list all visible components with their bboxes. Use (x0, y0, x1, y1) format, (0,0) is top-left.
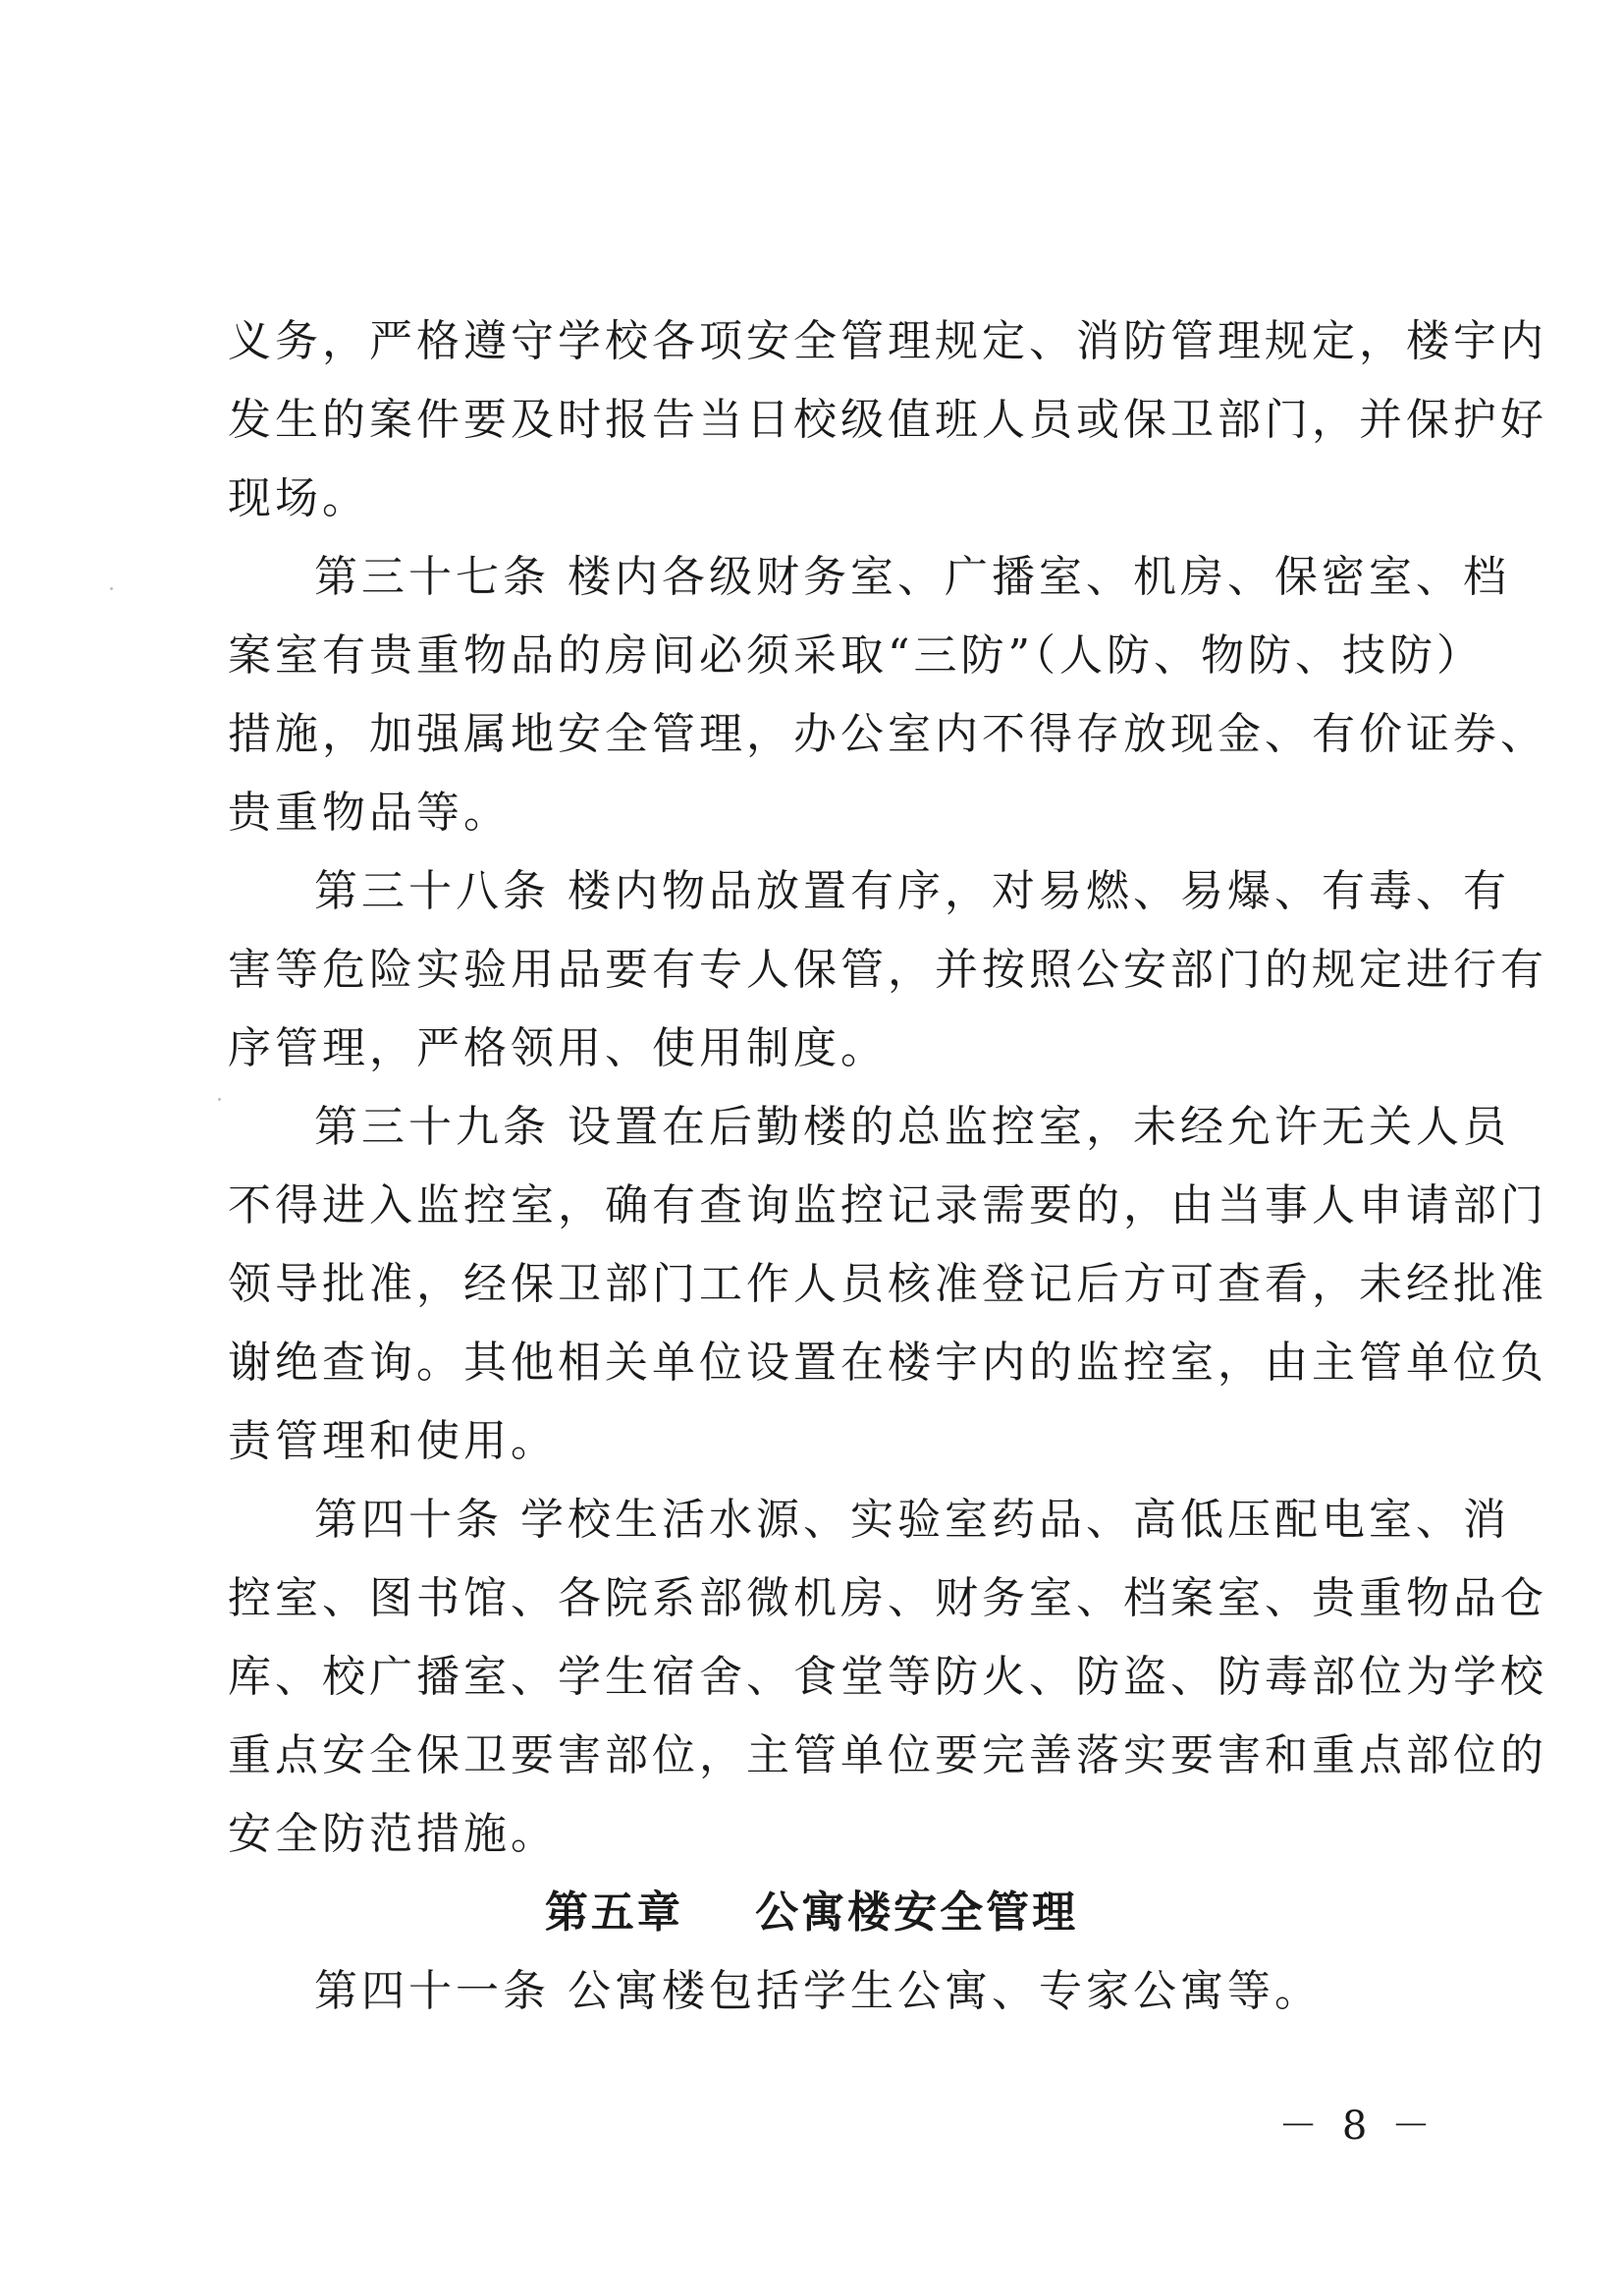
article-39-line-2: 不得进入监控室，确有查询监控记录需要的，由当事人申请部门 (228, 1180, 1547, 1230)
article-37-line-1: 第三十七条 楼内各级财务室、广播室、机房、保密室、档 (314, 552, 1510, 602)
article-39-line-4: 谢绝查询。其他相关单位设置在楼宇内的监控室，由主管单位负 (228, 1338, 1547, 1388)
paragraph-1-line-3: 现场。 (228, 473, 369, 523)
article-37-line-4: 贵重物品等。 (228, 788, 511, 838)
page-number: － 8 － (1278, 2104, 1436, 2149)
article-39-line-3: 领导批准，经保卫部门工作人员核准登记后方可查看，未经批准 (228, 1259, 1547, 1309)
article-40-line-3: 库、校广播室、学生宿舍、食堂等防火、防盗、防毒部位为学校 (228, 1652, 1547, 1702)
chapter-heading: 第五章 公寓楼安全管理 (544, 1887, 1079, 1938)
article-40-line-4: 重点安全保卫要害部位，主管单位要完善落实要害和重点部位的 (228, 1730, 1547, 1780)
article-40-line-5: 安全防范措施。 (228, 1809, 558, 1859)
scan-speck (110, 587, 113, 590)
article-39-line-1: 第三十九条 设置在后勤楼的总监控室，未经允许无关人员 (314, 1102, 1510, 1152)
article-40-line-2: 控室、图书馆、各院系部微机房、财务室、档案室、贵重物品仓 (228, 1573, 1547, 1623)
article-41-line-1: 第四十一条 公寓楼包括学生公寓、专家公寓等。 (314, 1966, 1322, 2016)
article-38-line-3: 序管理，严格领用、使用制度。 (228, 1023, 888, 1073)
paragraph-1-line-2: 发生的案件要及时报告当日校级值班人员或保卫部门，并保护好 (228, 395, 1547, 445)
article-37-line-2: 案室有贵重物品的房间必须采取“三防”（人防、物防、技防） (228, 630, 1484, 681)
paragraph-1-line-1: 义务，严格遵守学校各项安全管理规定、消防管理规定，楼宇内 (228, 316, 1547, 366)
article-37-line-3: 措施，加强属地安全管理，办公室内不得存放现金、有价证券、 (228, 709, 1547, 759)
article-38-line-1: 第三十八条 楼内物品放置有序，对易燃、易爆、有毒、有 (314, 866, 1510, 916)
article-38-line-2: 害等危险实验用品要有专人保管，并按照公安部门的规定进行有 (228, 945, 1547, 995)
article-39-line-5: 责管理和使用。 (228, 1416, 558, 1466)
scan-speck (218, 1098, 221, 1101)
article-40-line-1: 第四十条 学校生活水源、实验室药品、高低压配电室、消 (314, 1495, 1510, 1545)
